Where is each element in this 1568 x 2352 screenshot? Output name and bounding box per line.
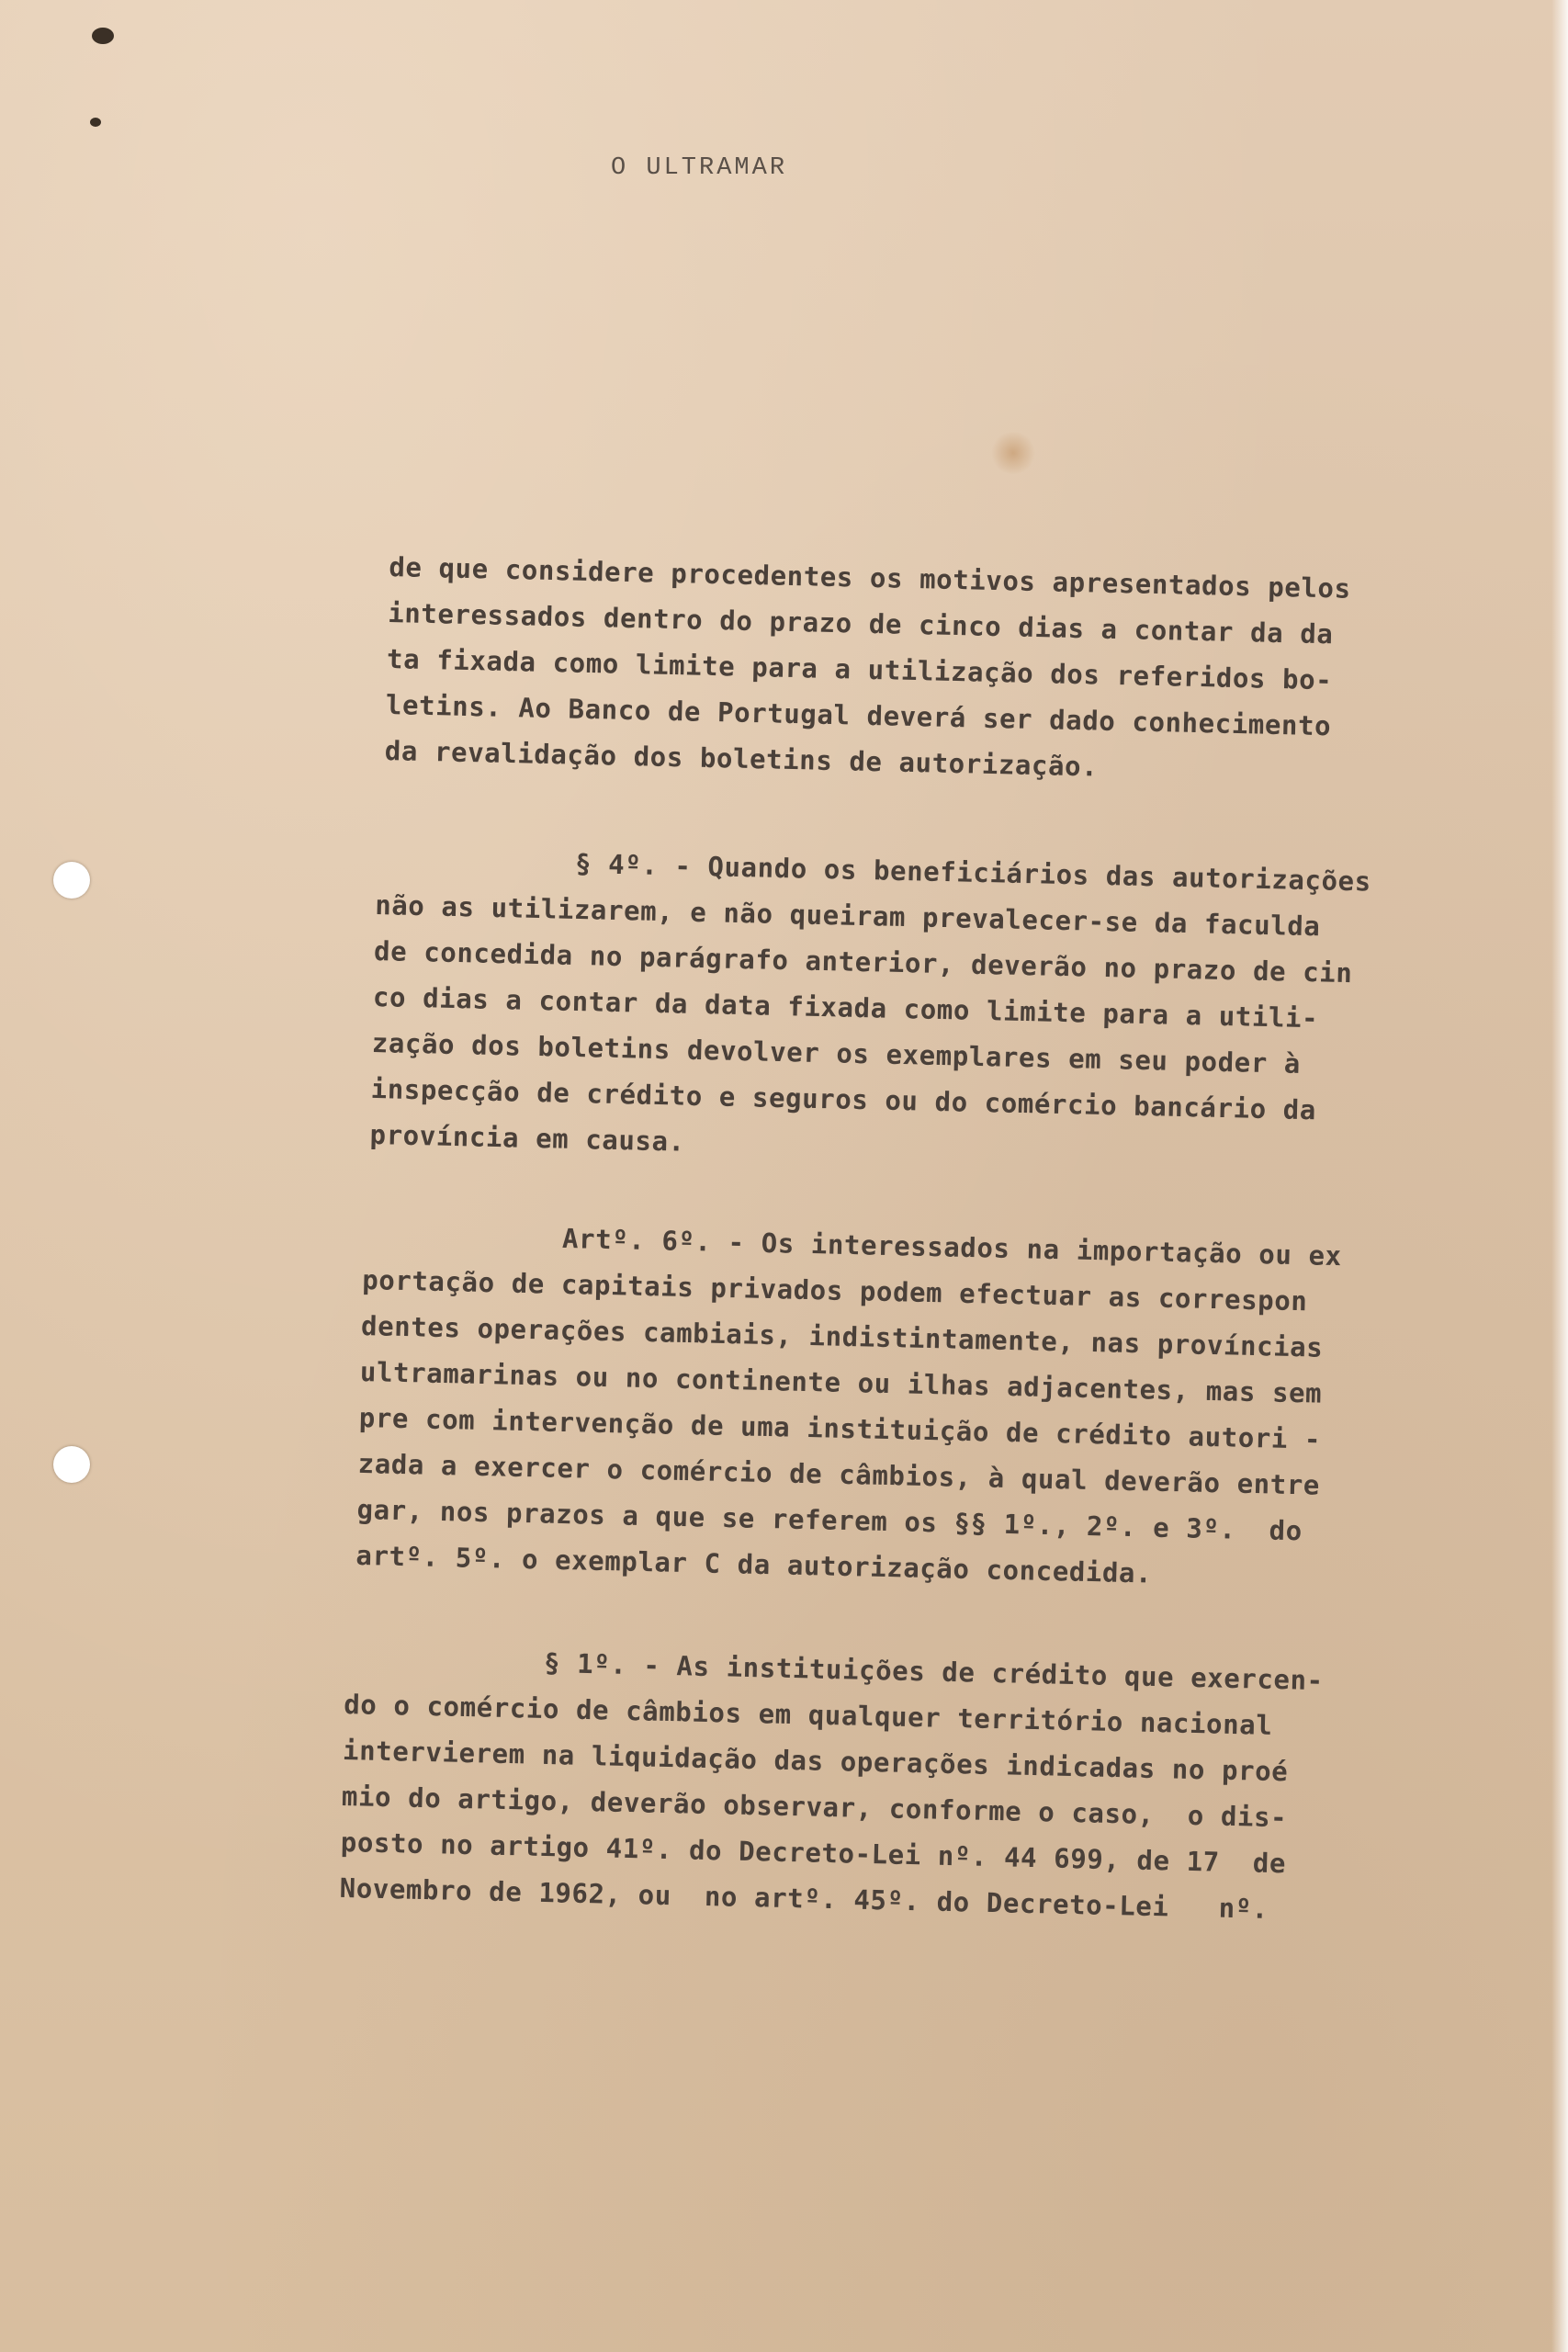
text-line: interessados dentro do prazo de cinco dias a contar da da	[387, 596, 1334, 650]
ink-speck	[92, 28, 114, 44]
text-line: letins. Ao Banco de Portugal deverá ser dado conhecimento	[385, 688, 1332, 742]
text-line: artº. 5º. o exemplar C da autorização concedida.	[355, 1539, 1153, 1589]
text-line: zada a exercer o comércio de câmbios, à qual deverão entre	[357, 1447, 1321, 1501]
paragraph-4	[339, 1635, 1324, 1933]
paragraph-2	[369, 836, 1371, 1180]
text-line: ta fixada como limite para a utilização dos referidos bo-	[386, 642, 1333, 696]
text-line: mio do artigo, deverão observar, conforme o caso, o dis-	[341, 1780, 1288, 1834]
punch-hole-lower	[53, 1446, 90, 1483]
text-line: pre com intervenção de uma instituição de crédito autori -	[358, 1401, 1322, 1455]
text-line: inspecção de crédito e seguros ou do comércio bancário da	[370, 1072, 1317, 1126]
paper-stain	[990, 432, 1036, 474]
text-line: portação de capitais privados podem efectuar as correspon	[361, 1263, 1308, 1317]
text-line: província em causa.	[369, 1118, 686, 1158]
page-edge	[1551, 0, 1568, 2352]
text-line: co dias a contar da data fixada como limite para a utili-	[372, 980, 1319, 1035]
text-line: § 4º. - Quando os beneficiários das autorizações	[376, 842, 1372, 898]
text-line: da revalidação dos boletins de autorização.	[384, 734, 1099, 783]
text-line: gar, nos prazos a que se referem os §§ 1º., 2º. e 3º. do	[356, 1493, 1303, 1547]
page-header-title: O ULTRAMAR	[611, 154, 788, 182]
text-line: zação dos boletins devolver os exemplares em seu poder à	[371, 1026, 1302, 1080]
text-line: § 1º. - As instituições de crédito que exercen-	[344, 1642, 1325, 1697]
text-line: Artº. 6º. - Os interessados na importação ou ex	[363, 1217, 1343, 1272]
paragraph-1	[384, 544, 1351, 796]
text-line: intervierem na liquidação das operações indicadas no proé	[342, 1734, 1289, 1788]
text-line: posto no artigo 41º. do Decreto-Lei nº. 44 699, de 17 de	[340, 1826, 1287, 1880]
text-line: do o comércio de câmbios em qualquer território nacional	[343, 1688, 1273, 1741]
text-line: de concedida no parágrafo anterior, deverão no prazo de cin	[373, 934, 1353, 989]
text-line: de que considere procedentes os motivos apresentados pelos	[389, 550, 1352, 605]
text-line: Novembro de 1962, ou no artº. 45º. do Decreto-Lei nº.	[339, 1871, 1269, 1925]
text-line: não as utilizarem, e não queiram prevalecer-se da faculda	[374, 888, 1321, 943]
paragraph-3	[355, 1211, 1342, 1600]
ink-speck	[90, 118, 101, 127]
text-line: ultramarinas ou no continente ou ilhas adjacentes, mas sem	[359, 1355, 1323, 1409]
text-line: dentes operações cambiais, indistintamente, nas províncias	[360, 1309, 1324, 1363]
punch-hole-upper	[53, 862, 90, 899]
